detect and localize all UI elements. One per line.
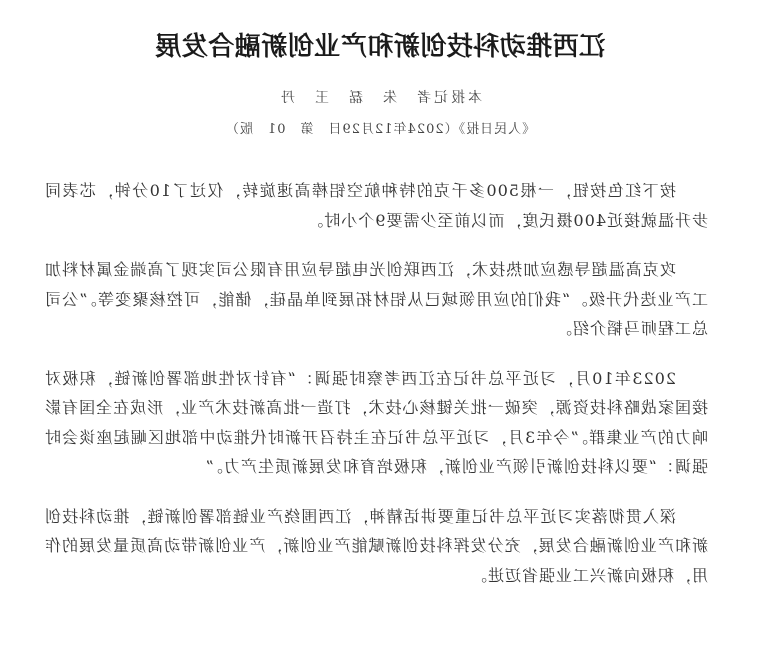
article-title: 江西推动科技创新和产业创新融合发展: [154, 32, 606, 62]
article-source: 《人民日报》（2024年12月29日 第 01 版）: [224, 122, 536, 137]
article-paragraph: 深入贯彻落实习近平总书记重要讲话精神，江西围绕产业链部署创新链，推动科技创新和产业创新融合发展，充分发挥科技创新赋能产业创新，产业创新带动高质量发展的作用，积极向新兴工业强省迈进。: [44, 506, 708, 585]
article-paragraph: 2023年10月，习近平总书记在江西考察时强调：“有针对性地部署创新链，积极对接国家战略科技资源，突破一批关键核心技术，打造一批高新技术产业，形成在全国有影响力的产业集群。”今年3月，习近平总书记在主持召开新时代推动中部地区崛起座谈会时强调：“要以科技创新引领产业创新，积极培育和发展新质生产力。”: [44, 368, 708, 476]
article-paragraph: 攻克高温超导感应加热技术，江西联创光电超导应用有限公司实现了高端金属材料加工产业迭代升级。“我们的应用领域已从铝材拓展到单晶硅，储能，可控核聚变等。”公司总工程师马韬介绍。: [44, 260, 708, 338]
article-body: [44, 176, 708, 610]
article-paragraph: 按下红色按钮，一根500多千克的特种航空铝棒高速旋转，仅过了10分钟，芯表同步升温就接近400摄氏度，而以前至少需要9个小时。: [44, 181, 708, 230]
article-byline: 本报记者 朱 磊 王 丹: [278, 90, 482, 106]
